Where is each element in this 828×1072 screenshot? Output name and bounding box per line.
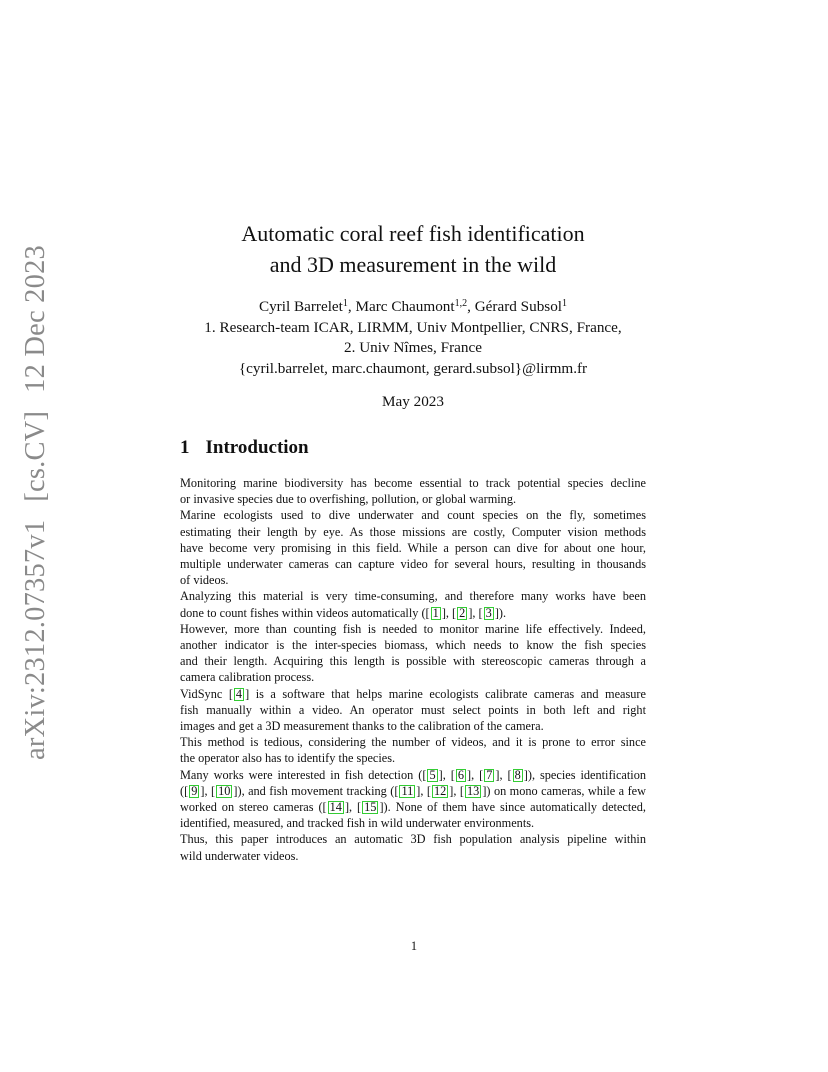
text-line	[180, 783, 646, 799]
paper-date: May 2023	[381, 393, 444, 410]
citation-link[interactable]: 6	[457, 767, 464, 782]
citation-link[interactable]: 7	[486, 767, 493, 782]
paragraph	[180, 507, 646, 588]
text-line: Monitoring marine biodiversity has become essential to track potential species decline	[180, 476, 646, 490]
paragraph	[180, 686, 646, 735]
affiliation: 1. Research-team ICAR, LIRMM, Univ Montpellier, CNRS, France,	[204, 318, 622, 336]
author-affiliation-marker: 1	[342, 298, 348, 309]
citation-separator: ], [	[441, 605, 457, 620]
citation-link[interactable]: 1	[432, 605, 439, 620]
citation-link[interactable]: 4	[235, 686, 243, 701]
citation-link[interactable]: 8	[514, 767, 521, 782]
author-names	[180, 297, 646, 318]
text-line	[180, 686, 646, 702]
text-line: multiple underwater cameras can capture video for several hours, resulting in thousands	[180, 557, 646, 572]
text-line: the operator also has to identify the species.	[180, 751, 396, 766]
citation-link[interactable]: 15	[364, 800, 377, 815]
citation-link[interactable]: 2	[459, 605, 466, 620]
text-line: camera calibration process.	[180, 670, 315, 685]
text-fragment: ]), species identification	[523, 767, 647, 782]
text-line: identified, measured, and tracked fish in wild underwater environments.	[180, 816, 535, 831]
citation-separator: ], [	[200, 783, 216, 798]
text-fragment: ]).	[494, 605, 507, 620]
citation-separator: ], [	[344, 800, 362, 815]
author-name: Cyril Barrelet	[258, 298, 343, 315]
arxiv-identifier-stamp	[20, 245, 52, 760]
citation-link[interactable]: 13	[467, 783, 480, 798]
text-fragment: ]) on mono cameras, while a few	[482, 783, 647, 798]
text-line: However, more than counting fish is needed to monitor marine life effectively. Indeed,	[180, 621, 646, 636]
author-separator: ,	[347, 298, 356, 315]
text-line: Marine ecologists used to dive underwater and count species on the fly, sometimes	[180, 508, 646, 523]
citation-separator: ], [	[416, 783, 431, 798]
author-name: Marc Chaumont	[355, 298, 455, 315]
title-line: and 3D measurement in the wild	[269, 252, 557, 277]
author-separator: ,	[467, 298, 475, 315]
citation-separator: ], [	[466, 767, 484, 782]
citation-link[interactable]: 12	[434, 783, 447, 798]
paper-title	[180, 218, 646, 280]
text-line: Analyzing this material is very time-consuming, and therefore many works have been	[180, 589, 646, 604]
paragraph	[180, 831, 646, 863]
citation-separator: ], [	[495, 767, 512, 782]
author-affiliation-marker: 1,2	[454, 298, 468, 309]
text-fragment: ([	[180, 783, 189, 798]
citation-link[interactable]: 10	[218, 783, 231, 798]
paper-header	[180, 218, 646, 412]
citation-separator: ], [	[438, 767, 455, 782]
text-fragment: worked on stereo cameras ([	[180, 800, 327, 815]
text-line: fish manually within a video. An operator must select points in both left and right	[180, 702, 646, 717]
title-line: Automatic coral reef fish identification	[241, 221, 585, 246]
text-line: estimating their length by eye. As those missions are costly, Computer vision methods	[180, 524, 646, 539]
text-fragment: ] is a software that helps marine ecologists calibrate cameras and measure	[245, 686, 646, 701]
body-text	[180, 475, 646, 864]
text-line	[180, 767, 646, 783]
author-name: Gérard Subsol	[474, 298, 563, 315]
text-fragment: done to count fishes within videos automatically ([	[180, 605, 430, 620]
author-affiliation-marker: 1	[562, 298, 568, 309]
author-emails: {cyril.barrelet, marc.chaumont, gerard.subsol}@lirmm.fr	[238, 359, 588, 377]
text-line: Thus, this paper introduces an automatic 3D fish population analysis pipeline within	[180, 832, 646, 847]
paragraph	[180, 621, 646, 686]
text-fragment: VidSync [	[180, 686, 233, 701]
text-line	[180, 605, 646, 621]
arxiv-id: arXiv:2312.07357v1	[20, 519, 51, 760]
section-title: Introduction	[205, 437, 309, 458]
text-fragment: ]), and fish movement tracking ([	[233, 783, 399, 798]
citation-link[interactable]: 11	[401, 783, 414, 798]
paragraph	[180, 734, 646, 766]
text-line: have become very promising in this field. While a person can dive for about one hour,	[180, 540, 646, 555]
arxiv-category: [cs.CV]	[20, 410, 51, 502]
citation-separator: ], [	[449, 783, 465, 798]
citation-link[interactable]: 5	[429, 767, 436, 782]
citation-link[interactable]: 14	[329, 800, 342, 815]
text-line: another indicator is the inter-species biomass, which needs to know the fish species	[180, 638, 646, 653]
paragraph	[180, 475, 646, 507]
text-line: and their length. Acquiring this length is possible with stereoscopic cameras through a	[180, 654, 646, 669]
text-fragment: ]). None of them have since automatically detected,	[379, 800, 646, 815]
text-line: wild underwater videos.	[180, 848, 299, 863]
arxiv-date: 12 Dec 2023	[20, 245, 51, 393]
text-fragment: Many works were interested in fish detection ([	[180, 767, 427, 782]
page-number: 1	[410, 939, 418, 953]
section-number: 1	[180, 437, 190, 458]
text-line: of videos.	[180, 573, 229, 588]
author-block	[180, 297, 646, 379]
text-line: or invasive species due to overfishing, pollution, or global warming.	[180, 492, 517, 507]
text-line: This method is tedious, considering the number of videos, and it is prone to error since	[180, 735, 646, 750]
section-heading	[180, 437, 309, 459]
citation-link[interactable]: 3	[485, 605, 492, 620]
paragraph	[180, 767, 646, 832]
text-line	[180, 799, 646, 815]
paragraph	[180, 588, 646, 620]
text-line: images and get a 3D measurement thanks to the calibration of the camera.	[180, 719, 544, 734]
citation-separator: ], [	[468, 605, 483, 620]
citation-link[interactable]: 9	[191, 783, 198, 798]
affiliation: 2. Univ Nîmes, France	[344, 339, 482, 356]
